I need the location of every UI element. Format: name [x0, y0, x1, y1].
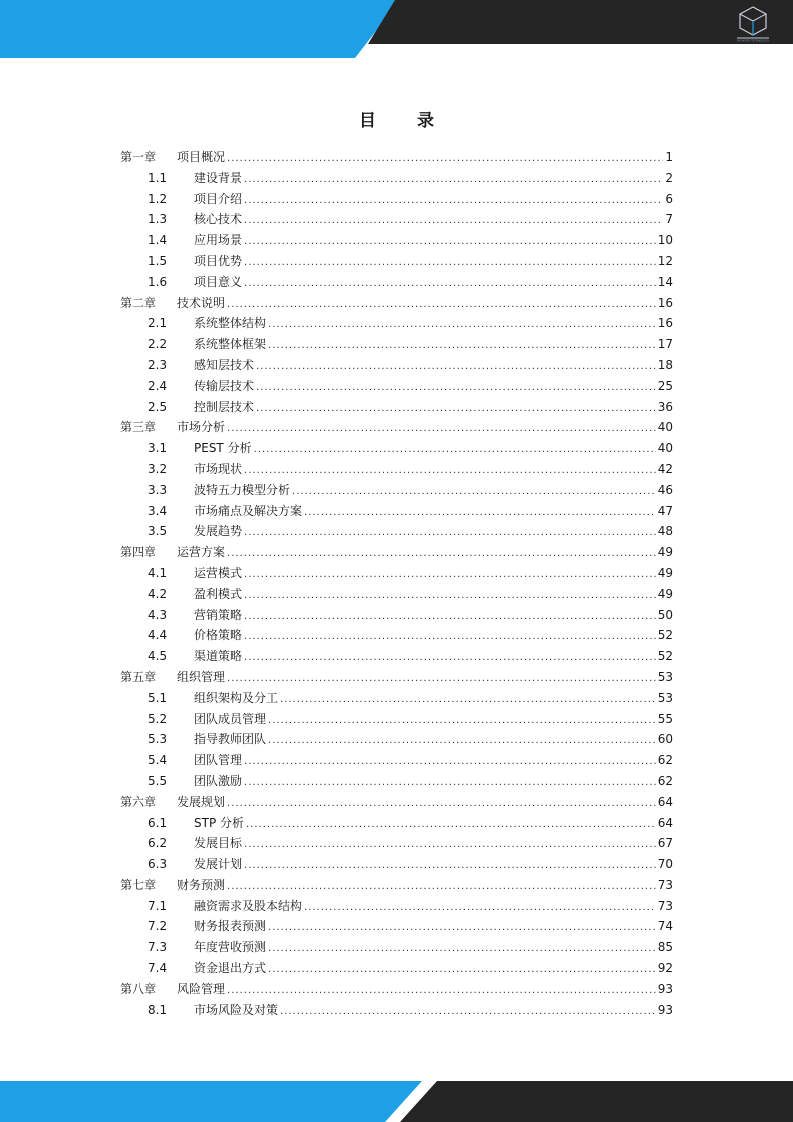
- toc-section-entry[interactable]: [120, 585, 673, 606]
- toc-section-entry[interactable]: [120, 210, 673, 231]
- toc-entry-page: 42: [657, 461, 673, 476]
- toc-entry-title: 系统整体结构: [194, 316, 267, 331]
- toc-section-entry[interactable]: [120, 772, 673, 793]
- toc-entry-number: 4.1: [148, 565, 168, 580]
- toc-entry-number: 2.3: [148, 357, 168, 372]
- dot-leader: [268, 922, 656, 933]
- toc-entry-number: 1.2: [148, 191, 168, 206]
- dot-leader: [244, 611, 656, 622]
- toc-chapter-entry[interactable]: [120, 980, 673, 1001]
- dot-leader: [244, 215, 663, 226]
- toc-entry-title: 组织架构及分工: [194, 690, 279, 705]
- toc-entry-number: 1.3: [148, 212, 168, 227]
- dot-leader: [227, 299, 656, 310]
- toc-section-entry[interactable]: [120, 564, 673, 585]
- toc-section-entry[interactable]: [120, 751, 673, 772]
- toc-entry-page: 50: [657, 607, 673, 622]
- toc-section-entry[interactable]: [120, 626, 673, 647]
- toc-chapter-entry[interactable]: [120, 543, 673, 564]
- toc-entry-title: 项目意义: [194, 274, 243, 289]
- toc-entry-number: 第三章: [120, 420, 157, 435]
- toc-section-entry[interactable]: [120, 169, 673, 190]
- toc-entry-number: 3.5: [148, 524, 168, 539]
- toc-entry-title: 资金退出方式: [194, 961, 267, 976]
- toc-entry-page: 40: [657, 420, 673, 435]
- toc-entry-page: 93: [657, 1002, 673, 1017]
- toc-entry-number: 第一章: [120, 150, 157, 164]
- dot-leader: [280, 694, 656, 705]
- toc-entry-title: 波特五力模型分析: [194, 482, 291, 497]
- toc-entry-page: 62: [657, 773, 673, 788]
- toc-section-entry[interactable]: [120, 502, 673, 523]
- dot-leader: [256, 382, 656, 393]
- toc-section-entry[interactable]: [120, 917, 673, 938]
- toc-entry-title: 融资需求及股本结构: [194, 898, 303, 913]
- toc-entry-page: 93: [657, 981, 673, 996]
- toc-entry-title: 团队激励: [194, 773, 243, 788]
- toc-entry-number: 2.2: [148, 337, 168, 352]
- toc-section-entry[interactable]: [120, 273, 673, 294]
- toc-section-entry[interactable]: [120, 398, 673, 419]
- toc-entry-title: PEST 分析: [194, 441, 252, 456]
- dot-leader: [244, 652, 656, 663]
- toc-entry-number: 2.4: [148, 378, 168, 393]
- toc-entry-title: 发展计划: [194, 857, 243, 872]
- toc-entry-number: 第四章: [120, 545, 157, 560]
- toc-entry-number: 5.4: [148, 753, 168, 768]
- toc-section-entry[interactable]: [120, 689, 673, 710]
- toc-entry-number: 8.1: [148, 1002, 168, 1017]
- toc-entry-page: 48: [657, 524, 673, 539]
- toc-entry-title: 项目优势: [194, 253, 243, 268]
- toc-entry-title: 团队管理: [194, 753, 243, 768]
- toc-entry-page: 74: [657, 919, 673, 934]
- toc-entry-title: 组织管理: [177, 669, 226, 684]
- toc-entry-title: 感知层技术: [194, 357, 255, 372]
- toc-entry-page: 60: [657, 732, 673, 747]
- header-band-blue: [0, 0, 400, 58]
- toc-entry-page: 73: [657, 898, 673, 913]
- toc-section-entry[interactable]: [120, 356, 673, 377]
- dot-leader: [244, 174, 663, 185]
- toc-chapter-entry[interactable]: [120, 418, 673, 439]
- toc-entry-number: 3.3: [148, 482, 168, 497]
- toc-entry-number: 7.4: [148, 961, 168, 976]
- toc-entry-number: 4.2: [148, 586, 168, 601]
- header-band-dark: [368, 0, 793, 44]
- toc-entry-page: 55: [657, 711, 673, 726]
- toc-entry-title: 市场分析: [177, 420, 226, 435]
- toc-entry-page: 16: [657, 316, 673, 331]
- toc-entry-title: 价格策略: [194, 628, 243, 643]
- toc-entry-number: 第六章: [120, 794, 157, 809]
- dot-leader: [268, 943, 656, 954]
- toc-entry-title: 发展规划: [177, 794, 226, 809]
- dot-leader: [227, 881, 656, 892]
- toc-entry-page: 25: [657, 378, 673, 393]
- toc-section-entry[interactable]: [120, 335, 673, 356]
- toc-entry-title: 核心技术: [194, 212, 243, 227]
- toc-entry-number: 4.5: [148, 649, 168, 664]
- footer-band: [0, 1081, 793, 1122]
- dot-leader: [246, 819, 656, 830]
- toc-entry-number: 1.1: [148, 170, 168, 185]
- header-band: [0, 0, 793, 58]
- toc-entry-page: 40: [657, 441, 673, 456]
- dot-leader: [244, 257, 656, 268]
- dot-leader: [227, 985, 656, 996]
- dot-leader: [304, 507, 656, 518]
- toc-entry-page: 52: [657, 649, 673, 664]
- toc-entry-title: 项目介绍: [194, 191, 243, 206]
- toc-entry-page: 49: [657, 565, 673, 580]
- toc-entry-number: 6.3: [148, 857, 168, 872]
- dot-leader: [244, 569, 656, 580]
- dot-leader: [227, 153, 663, 164]
- toc-entry-page: 49: [657, 545, 673, 560]
- toc-section-entry[interactable]: [120, 439, 673, 460]
- toc-section-entry[interactable]: [120, 647, 673, 668]
- logo-caption: SKYWOOD TECHNOLOGY: [736, 39, 770, 42]
- toc-entry-title: 指导教师团队: [194, 732, 267, 747]
- dot-leader: [268, 735, 656, 746]
- toc-section-entry[interactable]: [120, 377, 673, 398]
- dot-leader: [244, 278, 656, 289]
- toc-entry-title: 市场现状: [194, 461, 243, 476]
- dot-leader: [244, 195, 663, 206]
- toc-entry-title: 盈利模式: [194, 586, 243, 601]
- toc-title: 目 录: [359, 111, 446, 131]
- toc-entry-number: 7.2: [148, 919, 168, 934]
- cube-logo-icon: [735, 4, 771, 42]
- toc-entry-number: 2.5: [148, 399, 168, 414]
- dot-leader: [254, 444, 656, 455]
- dot-leader: [268, 964, 656, 975]
- toc-entry-page: 10: [657, 233, 673, 248]
- toc-entry-page: 2: [665, 170, 673, 185]
- toc-entry-number: 4.4: [148, 628, 168, 643]
- toc-entry-number: 6.2: [148, 836, 168, 851]
- toc-chapter-entry[interactable]: [120, 876, 673, 897]
- toc-entry-page: 18: [657, 357, 673, 372]
- toc-entry-title: 建设背景: [194, 170, 243, 185]
- toc-entry-page: 12: [657, 253, 673, 268]
- toc-entry-page: 49: [657, 586, 673, 601]
- toc-entry-title: 运营方案: [177, 545, 226, 560]
- toc-entry-number: 7.3: [148, 940, 168, 955]
- toc-entry-page: 46: [657, 482, 673, 497]
- toc-entry-title: 营销策略: [194, 607, 243, 622]
- dot-leader: [256, 403, 656, 414]
- toc-entry-title: 财务报表预测: [194, 919, 267, 934]
- dot-leader: [244, 465, 656, 476]
- toc-entry-number: 5.2: [148, 711, 168, 726]
- toc-entry-title: 运营模式: [194, 565, 243, 580]
- toc-section-entry[interactable]: [120, 730, 673, 751]
- toc-entry-number: 4.3: [148, 607, 168, 622]
- dot-leader: [227, 798, 656, 809]
- dot-leader: [227, 673, 656, 684]
- toc-entry-number: 1.5: [148, 253, 168, 268]
- toc-entry-title: 应用场景: [194, 233, 243, 248]
- dot-leader: [268, 340, 656, 351]
- toc-entry-page: 62: [657, 753, 673, 768]
- toc-entry-number: 5.5: [148, 773, 168, 788]
- toc-entry-title: 市场风险及对策: [194, 1002, 279, 1017]
- dot-leader: [244, 236, 656, 247]
- toc-section-entry[interactable]: [120, 710, 673, 731]
- toc-entry-number: 7.1: [148, 898, 168, 913]
- toc-section-entry[interactable]: [120, 834, 673, 855]
- toc-entry-title: 系统整体框架: [194, 337, 267, 352]
- dot-leader: [280, 1006, 656, 1017]
- dot-leader: [244, 860, 656, 871]
- dot-leader: [268, 319, 656, 330]
- dot-leader: [268, 715, 656, 726]
- toc-section-entry[interactable]: [120, 190, 673, 211]
- toc-entry-page: 7: [665, 212, 673, 227]
- footer-band-blue: [0, 1081, 422, 1122]
- toc-entry-page: 70: [657, 857, 673, 872]
- toc-entry-page: 36: [657, 399, 673, 414]
- toc-entry-title: 年度营收预测: [194, 940, 267, 955]
- toc-section-entry[interactable]: [120, 460, 673, 481]
- toc-section-entry[interactable]: [120, 897, 673, 918]
- toc-entry-page: 16: [657, 295, 673, 310]
- toc-section-entry[interactable]: [120, 814, 673, 835]
- toc-entry-number: 2.1: [148, 316, 168, 331]
- toc-entry-title: 财务预测: [177, 877, 226, 892]
- toc-chapter-entry[interactable]: [120, 148, 673, 169]
- toc-entry-number: 第七章: [120, 877, 157, 892]
- toc-section-entry[interactable]: [120, 1001, 673, 1022]
- dot-leader: [227, 548, 656, 559]
- toc-entry-number: 3.4: [148, 503, 168, 518]
- toc-entry-title: STP 分析: [194, 815, 244, 830]
- dot-leader: [244, 777, 656, 788]
- toc-entry-number: 3.2: [148, 461, 168, 476]
- toc-entry-page: 64: [657, 794, 673, 809]
- toc-section-entry[interactable]: [120, 252, 673, 273]
- dot-leader: [227, 423, 656, 434]
- footer-band-dark: [400, 1081, 793, 1122]
- toc-entry-page: 1: [665, 150, 673, 164]
- toc-entry-number: 1.6: [148, 274, 168, 289]
- toc-section-entry[interactable]: [120, 606, 673, 627]
- dot-leader: [244, 527, 656, 538]
- toc-entry-page: 92: [657, 961, 673, 976]
- toc-entry-page: 73: [657, 877, 673, 892]
- toc-entry-title: 团队成员管理: [194, 711, 267, 726]
- dot-leader: [244, 839, 656, 850]
- toc-entry-page: 53: [657, 690, 673, 705]
- toc-chapter-entry[interactable]: [120, 793, 673, 814]
- dot-leader: [256, 361, 656, 372]
- toc-chapter-entry[interactable]: [120, 294, 673, 315]
- toc-section-entry[interactable]: [120, 231, 673, 252]
- toc-entry-number: 3.1: [148, 441, 168, 456]
- toc-entry-page: 52: [657, 628, 673, 643]
- table-of-contents: [120, 148, 673, 1021]
- toc-section-entry[interactable]: [120, 314, 673, 335]
- toc-entry-title: 项目概况: [177, 150, 226, 164]
- toc-entry-number: 6.1: [148, 815, 168, 830]
- toc-entry-number: 第五章: [120, 669, 157, 684]
- toc-entry-title: 控制层技术: [194, 399, 255, 414]
- toc-entry-page: 67: [657, 836, 673, 851]
- toc-chapter-entry[interactable]: [120, 668, 673, 689]
- toc-entry-number: 第八章: [120, 981, 157, 996]
- toc-section-entry[interactable]: [120, 938, 673, 959]
- toc-entry-number: 1.4: [148, 233, 168, 248]
- dot-leader: [304, 902, 656, 913]
- toc-entry-page: 17: [657, 337, 673, 352]
- dot-leader: [244, 756, 656, 767]
- toc-entry-page: 85: [657, 940, 673, 955]
- toc-section-entry[interactable]: [120, 522, 673, 543]
- toc-entry-title: 发展趋势: [194, 524, 243, 539]
- toc-entry-number: 第二章: [120, 295, 157, 310]
- toc-entry-number: 5.3: [148, 732, 168, 747]
- dot-leader: [292, 486, 656, 497]
- toc-entry-page: 64: [657, 815, 673, 830]
- toc-entry-title: 风险管理: [177, 981, 226, 996]
- toc-section-entry[interactable]: [120, 959, 673, 980]
- toc-entry-title: 技术说明: [177, 295, 226, 310]
- toc-entry-page: 14: [657, 274, 673, 289]
- toc-entry-title: 市场痛点及解决方案: [194, 503, 303, 518]
- toc-entry-title: 传输层技术: [194, 378, 255, 393]
- toc-entry-page: 53: [657, 669, 673, 684]
- toc-entry-page: 6: [665, 191, 673, 206]
- dot-leader: [244, 590, 656, 601]
- toc-section-entry[interactable]: [120, 481, 673, 502]
- dot-leader: [244, 631, 656, 642]
- toc-entry-title: 发展目标: [194, 836, 243, 851]
- toc-entry-title: 渠道策略: [194, 649, 243, 664]
- toc-entry-page: 47: [657, 503, 673, 518]
- toc-entry-number: 5.1: [148, 690, 168, 705]
- toc-section-entry[interactable]: [120, 855, 673, 876]
